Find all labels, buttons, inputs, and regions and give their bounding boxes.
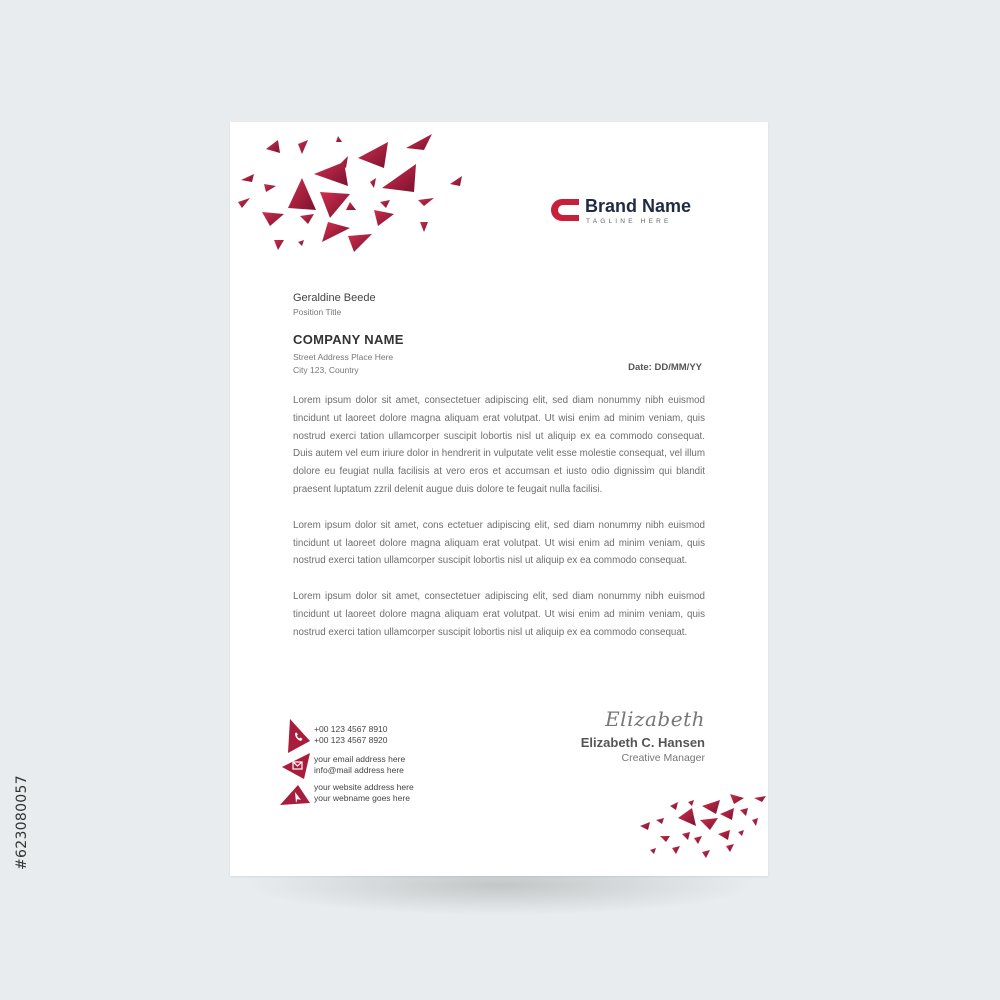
brand-name: Brand Name (585, 196, 692, 216)
signer-name: Elizabeth C. Hansen (580, 735, 705, 750)
phone-2: +00 123 4567 8920 (314, 735, 388, 745)
company-name: COMPANY NAME (293, 332, 404, 347)
triangle-pattern-bottom (630, 792, 768, 864)
signature-block (581, 707, 705, 764)
triangle-pattern-top (230, 122, 470, 262)
sender-name: Geraldine Beede (293, 292, 376, 304)
body-paragraph-1: Lorem ipsum dolor sit amet, consectetuer adipiscing elit, sed diam nonummy nibh euismod tincidunt ut laoreet dolore magna aliquam erat volutpat. Ut wisi enim ad minim veniam, quis nostrud exerci tation ullamcorper suscipit lobortis nisl ut aliquip ex ea commodo consequat. Duis autem vel eum iriure dolor in hendrerit in vulputate velit esse molestie consequat, vel illum dolore eu feugiat nulla facilisis at vero eros et accumsan et iusto odio dignissim qui blandit praesent luptatum zzril delenit augue duis dolore te feugait nulla facilisi. (293, 395, 705, 495)
letterhead-page (230, 122, 768, 876)
company-block (293, 332, 404, 375)
sender-title: Position Title (293, 307, 342, 317)
handwritten-signature: Elizabeth (605, 707, 705, 731)
sender-block (293, 292, 376, 317)
body-paragraph-2: Lorem ipsum dolor sit amet, cons ectetuer adipiscing elit, sed diam nonummy nibh euismod tincidunt ut laoreet dolore magna aliquam erat volutpat. Ut wisi enim ad minim veniam, quis nostrud exerci tation ullamcorper suscipit lobortis nisl ut aliquip ex ea commodo consequat. (293, 519, 705, 567)
email-1: your email address here (314, 754, 406, 764)
email-2: info@mail address here (314, 765, 404, 775)
date-label: Date: DD/MM/YY (628, 362, 702, 373)
company-street: Street Address Place Here (293, 352, 394, 362)
web-cursor-icon (280, 785, 312, 807)
letter-body (293, 392, 705, 660)
stock-id-label: #623080057 (14, 775, 30, 870)
company-city: City 123, Country (293, 365, 359, 375)
mail-icon (282, 753, 312, 779)
brand-tagline: TAGLINE HERE (586, 218, 672, 225)
contact-block (280, 717, 480, 812)
body-paragraph-3: Lorem ipsum dolor sit amet, consectetuer adipiscing elit, sed diam nonummy nibh euismod tincidunt ut laoreet dolore magna aliquam erat volutpat. Ut wisi enim ad minim veniam, quis nostrud exerci tation ullamcorper suscipit lobortis nisl ut aliquip ex ea commodo consequat. (293, 591, 705, 638)
signer-title: Creative Manager (621, 752, 705, 764)
phone-icon (288, 719, 310, 753)
web-2: your webname goes here (314, 793, 410, 803)
web-1: your website address here (314, 782, 414, 792)
phone-1: +00 123 4567 8910 (314, 724, 388, 734)
brand-mark-icon (551, 199, 581, 221)
